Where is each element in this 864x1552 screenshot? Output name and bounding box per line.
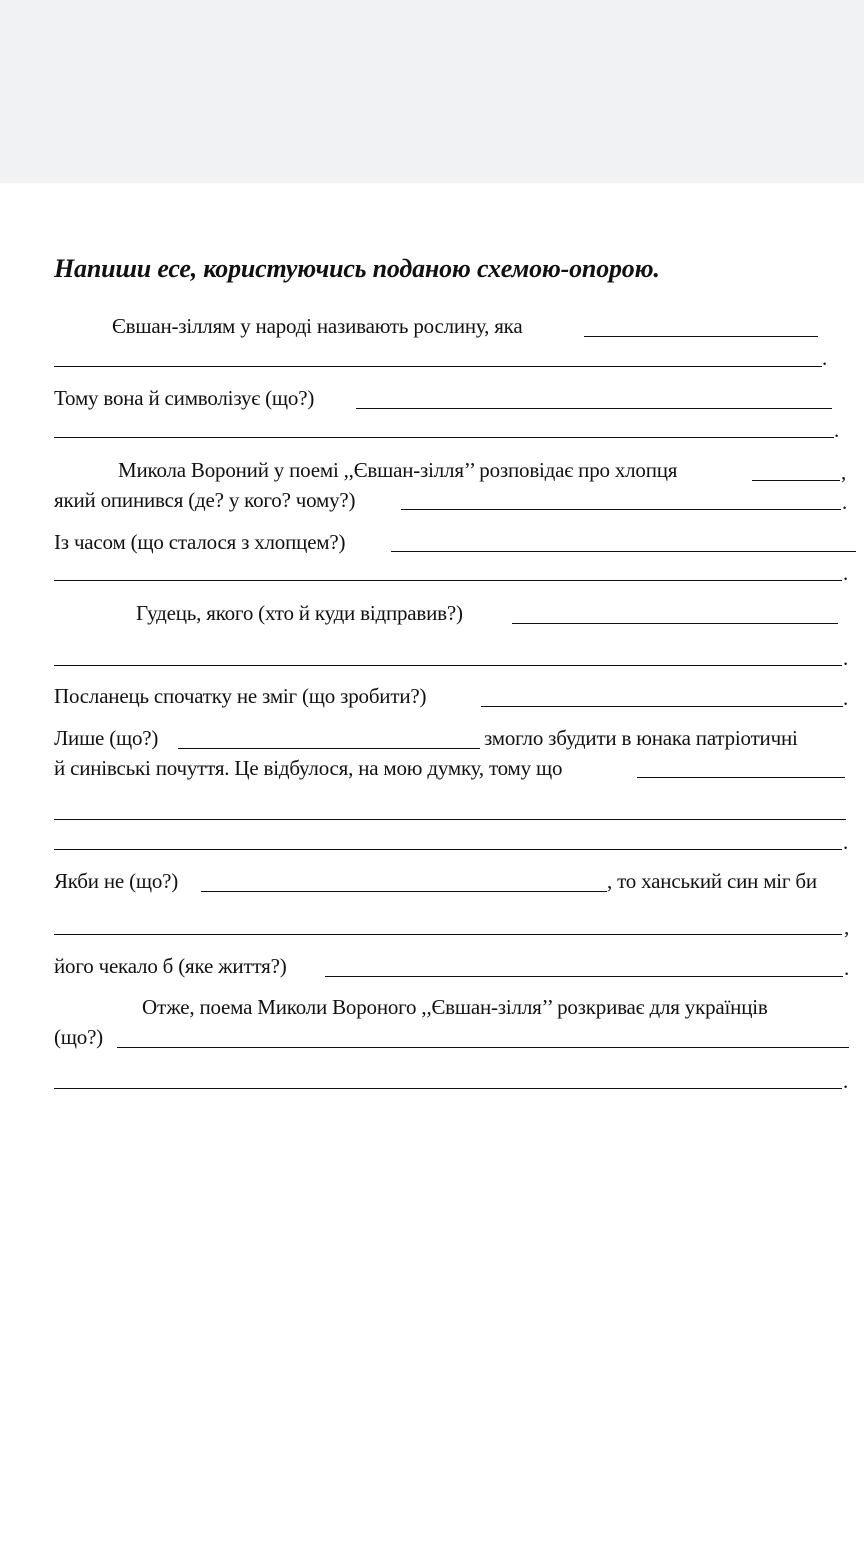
- prompt-gudets: Гудець, якого (хто й куди відправив?): [136, 601, 463, 625]
- answer-blank[interactable]: [54, 1088, 842, 1089]
- top-gray-bar: [0, 0, 864, 183]
- worksheet-title: Напиши есе, користуючись поданою схемою-опорою.: [54, 254, 660, 283]
- answer-blank[interactable]: [54, 849, 842, 850]
- period-mark: .: [834, 418, 840, 442]
- prompt-boy: Микола Вороний у поемі ,,Євшан-зілля’’ розповідає про хлопця: [118, 458, 678, 482]
- answer-blank[interactable]: [512, 623, 838, 624]
- comma-mark: ,: [841, 460, 847, 484]
- answer-blank[interactable]: [325, 976, 843, 977]
- answer-blank[interactable]: [54, 580, 842, 581]
- top-bar-edge: [0, 177, 864, 183]
- answer-blank[interactable]: [117, 1047, 849, 1048]
- prompt-life: його чекало б (яке життя?): [54, 954, 287, 978]
- prompt-conclusion: Отже, поема Миколи Вороного ,,Євшан-зілля’’ розкриває для українців: [142, 995, 768, 1019]
- period-mark: .: [844, 956, 850, 980]
- period-mark: .: [843, 686, 849, 710]
- prompt-symbolizes: Тому вона й символізує (що?): [54, 386, 315, 410]
- answer-blank[interactable]: [178, 748, 480, 749]
- prompt-what: (що?): [54, 1025, 103, 1049]
- answer-blank[interactable]: [54, 366, 822, 367]
- prompt-evshan-plant: Євшан-зіллям у народі називають рослину, яка: [112, 314, 523, 338]
- answer-blank[interactable]: [54, 819, 846, 820]
- answer-blank[interactable]: [54, 665, 842, 666]
- prompt-only: Лише (що?): [54, 726, 159, 750]
- answer-blank[interactable]: [637, 777, 845, 778]
- prompt-because: й синівські почуття. Це відбулося, на мою думку, тому що: [54, 756, 563, 780]
- answer-blank[interactable]: [752, 480, 840, 481]
- period-mark: .: [842, 490, 848, 514]
- prompt-over-time: Із часом (що сталося з хлопцем?): [54, 530, 346, 554]
- period-mark: .: [843, 1069, 849, 1093]
- period-mark: .: [843, 646, 849, 670]
- comma-mark: ,: [844, 915, 850, 939]
- period-mark: .: [843, 830, 849, 854]
- prompt-khan-son: , то ханський син міг би: [607, 869, 817, 893]
- answer-blank[interactable]: [584, 336, 818, 337]
- answer-blank[interactable]: [54, 437, 834, 438]
- answer-blank[interactable]: [401, 509, 841, 510]
- prompt-if-not: Якби не (що?): [54, 869, 179, 893]
- prompt-messenger: Посланець спочатку не зміг (що зробити?): [54, 684, 427, 708]
- period-mark: .: [843, 561, 849, 585]
- prompt-where: який опинився (де? у кого? чому?): [54, 488, 356, 512]
- answer-blank[interactable]: [54, 934, 842, 935]
- answer-blank[interactable]: [481, 706, 843, 707]
- answer-blank[interactable]: [391, 551, 856, 552]
- answer-blank[interactable]: [356, 408, 832, 409]
- prompt-awakened: змогло збудити в юнака патріотичні: [484, 726, 798, 750]
- answer-blank[interactable]: [201, 891, 607, 892]
- period-mark: .: [822, 346, 828, 370]
